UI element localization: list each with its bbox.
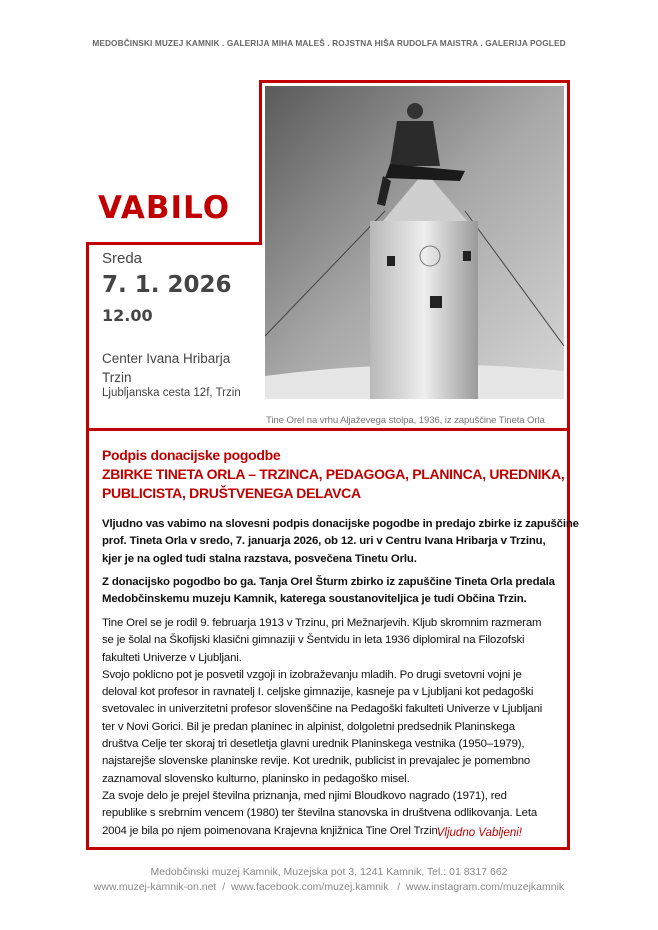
text-line: Svojo poklicno pot je posvetil vzgoji in izobraževanju mladih. Po drugi svetovni vojni je	[102, 668, 522, 681]
footer-address: Medobčinski muzej Kamnik, Muzejska pot 3, 1241 Kamnik, Tel.: 01 8317 662	[150, 866, 508, 878]
instagram-link[interactable]: www.instagram.com/muzejkamnik	[406, 881, 565, 893]
closing-text: Vljudno Vabljeni!	[436, 827, 522, 839]
biography-paragraph	[102, 615, 542, 840]
invitation-body	[86, 428, 579, 850]
text-line: najstarejše slovenske planinske revije. Kot urednik, publicist in prevajalec je pomembno	[102, 755, 531, 768]
heading-line: PUBLICISTA, DRUŠTVENEGA DELAVCA	[102, 485, 361, 501]
text-line: 2004 je bila po njem poimenovana Krajevna knjižnica Tine Orel Trzin.	[102, 824, 441, 837]
website-link[interactable]: www.muzej-kamnik-on.net	[93, 881, 217, 893]
separator: /	[397, 881, 401, 893]
text-line: prof. Tineta Orla v sredo, 7. januarja 2026, ob 12. uri v Centru Ivana Hribarja v Trzinu,	[102, 535, 546, 548]
intro-paragraph	[102, 516, 579, 568]
facebook-link[interactable]: www.facebook.com/muzej.kamnik	[230, 881, 389, 893]
photo-caption: Tine Orel na vrhu Aljaževega stolpa, 1936, iz zapuščine Tineta Orla	[266, 415, 545, 426]
text-line: se je šolal na Škofijski klasični gimnaziji v Šentvidu in leta 1936 diplomiral na Filozofski	[102, 634, 525, 647]
text-line: zaznamoval slovensko kulturno, planinsko in pedagoško misel.	[102, 772, 410, 785]
event-time: 12.00	[102, 306, 153, 325]
text-line: društva Celje ter skoraj tri desetletja glavni urednik Planinskega vestnika (1950–1979),	[102, 738, 525, 751]
text-line: Vljudno vas vabimo na slovesni podpis donacijske pogodbe in predajo zbirke iz zapuščine	[102, 518, 579, 530]
text-line: Tine Orel se je rodil 9. februarja 1913 v Trzinu, pri Mežnarjevih. Kljub skromnim razmeram	[102, 617, 542, 629]
event-address: Ljubljanska cesta 12f, Trzin	[102, 387, 241, 399]
historic-photo	[265, 86, 564, 399]
event-date: 7. 1. 2026	[102, 272, 232, 298]
event-day: Sreda	[102, 250, 143, 267]
text-line: republike s srebrnim vencem (1980) ter številna stanovska in društvena odlikovanja. Leta	[102, 807, 538, 820]
text-line: fakulteti Univerze v Ljubljani.	[102, 651, 242, 664]
separator: /	[222, 881, 226, 893]
event-venue	[102, 349, 230, 387]
venue-name: Center Ivana Hribarja	[102, 351, 231, 366]
text-line: Z donacijsko pogodbo bo ga. Tanja Orel Šturm zbirko iz zapuščine Tineta Orla predala	[102, 576, 555, 588]
heading-line: ZBIRKE TINETA ORLA – TRZINCA, PEDAGOGA, PLANINCA, UREDNIKA,	[102, 466, 565, 482]
institutions-header: MEDOBČINSKI MUZEJ KAMNIK . GALERIJA MIHA MALEŠ . ROJSTNA HIŠA RUDOLFA MAISTRA . GALERIJA POGLED	[92, 38, 566, 48]
text-line: Za svoje delo je prejel številna priznanja, med njimi Bloudkovo nagrado (1971), red	[102, 789, 507, 802]
donation-paragraph	[102, 574, 555, 609]
page-title: VABILO	[98, 190, 231, 226]
photo-frame	[259, 80, 570, 431]
event-heading	[102, 446, 564, 503]
footer-links	[0, 881, 658, 893]
text-line: ter v Novi Gorici. Bil je predan planinec in alpinist, dolgoletni predsednik Planinskega	[102, 720, 515, 733]
event-details-box	[86, 242, 262, 431]
text-line: svetovalec in univerzitetni profesor slovenščine na Pedagoški fakulteti Univerze v Ljubljani	[102, 703, 543, 716]
text-line: Medobčinskemu muzeju Kamnik, katerega soustanoviteljica je tudi Občina Trzin.	[102, 593, 527, 606]
text-line: kjer je na ogled tudi stalna razstava, posvečena Tinetu Orlu.	[102, 552, 417, 565]
heading-line: Podpis donacijske pogodbe	[102, 447, 281, 463]
venue-town: Trzin	[102, 370, 132, 385]
text-line: deloval kot profesor in ravnatelj I. celjske gimnazije, kasneje pa v Ljubljani kot pedagoški	[102, 686, 534, 699]
